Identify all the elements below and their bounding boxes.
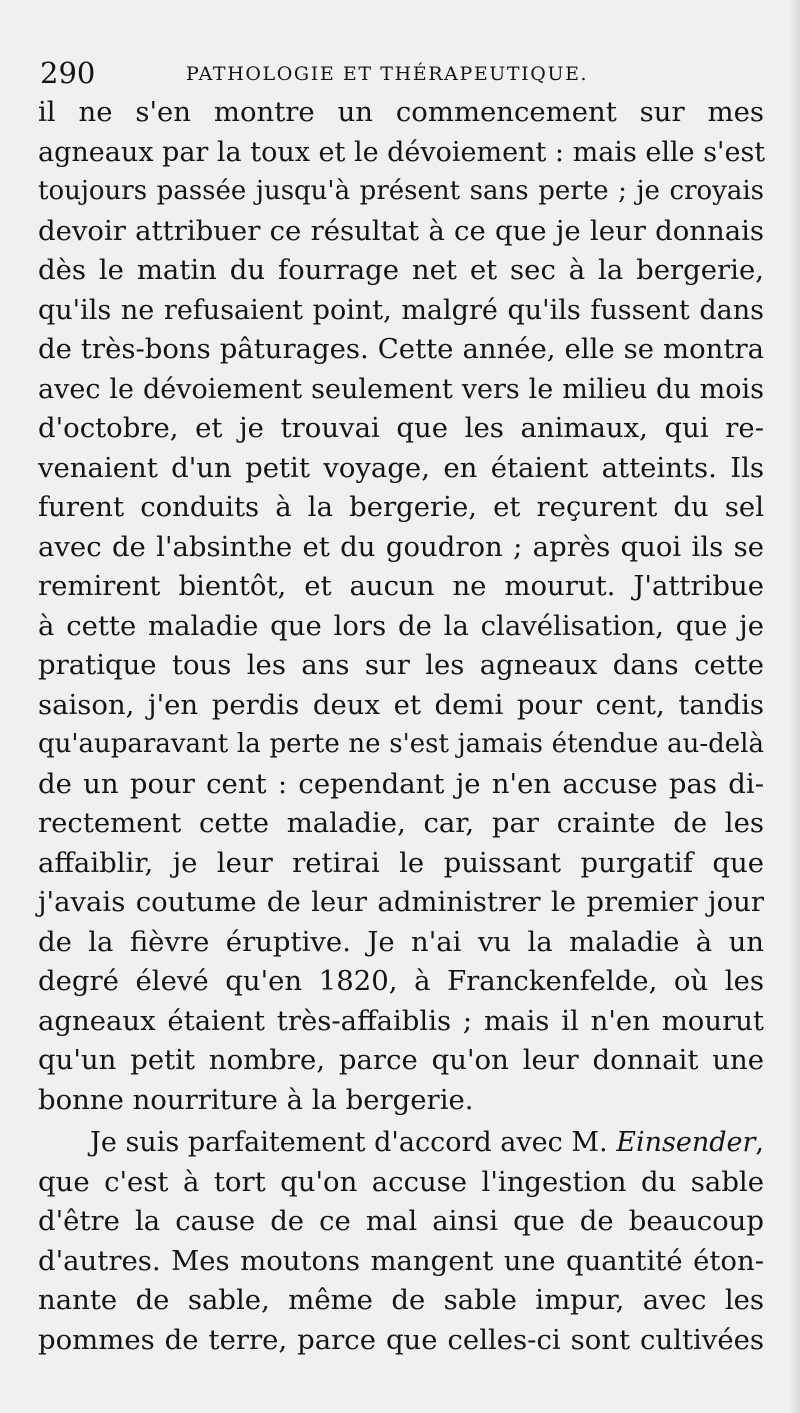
text-line: à cette maladie que lors de la clavélisation, que je	[38, 609, 764, 642]
text-line: j'avais coutume de leur administrer le premier jour	[38, 886, 764, 918]
text-line: qu'auparavant la perte ne s'est jamais étendue au-delà	[38, 729, 764, 759]
text-line: d'autres. Mes moutons mangent une quantité éton-	[38, 1244, 764, 1277]
paragraph-2	[38, 1123, 764, 1360]
text-line: venaient d'un petit voyage, en étaient atteints. Ils	[38, 451, 764, 484]
text-line: affaiblir, je leur retirai le puissant purgatif que	[38, 846, 764, 879]
text-line: agneaux étaient très-affaiblis ; mais il n'en mourut	[38, 1004, 764, 1037]
text-line: degré élevé qu'en 1820, à Franckenfelde, où les	[38, 965, 764, 997]
text-run: ,	[755, 1127, 764, 1158]
text-line: d'octobre, et je trouvai que les animaux, qui re-	[38, 412, 764, 444]
running-head: PATHOLOGIE ET THÉRAPEUTIQUE.	[186, 63, 589, 85]
text-line: avec de l'absinthe et du goudron ; après quoi ils se	[38, 530, 764, 563]
text-line: pommes de terre, parce que celles-ci sont cultivées	[38, 1323, 764, 1356]
text-line: remirent bientôt, et aucun ne mourut. J'attribue	[38, 570, 764, 602]
text-line: avec le dévoiement seulement vers le milieu du mois	[38, 373, 764, 405]
text-line: devoir attribuer ce résultat à ce que je leur donnais	[38, 214, 764, 247]
text-line: rectement cette maladie, car, par crainte de les	[38, 807, 764, 839]
text-line: dès le matin du fourrage net et sec à la bergerie,	[38, 254, 764, 286]
text-run: Je suis parfaitement d'accord avec M.	[90, 1127, 617, 1158]
text-line: il ne s'en montre un commencement sur mes	[38, 96, 764, 128]
text-line: furent conduits à la bergerie, et reçurent du sel	[38, 491, 764, 523]
text-line: d'être la cause de ce mal ainsi que de beaucoup	[38, 1205, 764, 1237]
text-line: saison, j'en perdis deux et demi pour cent, tandis	[38, 688, 764, 721]
page-edge-shadow	[788, 0, 800, 1413]
text-line-first	[38, 1123, 764, 1163]
text-line: de très-bons pâturages. Cette année, elle se montra	[38, 333, 764, 365]
text-line: nante de sable, même de sable impur, avec les	[38, 1284, 764, 1316]
paragraph-1	[38, 93, 764, 1120]
body-text	[38, 93, 764, 1360]
text-line: agneaux par la toux et le dévoiement : mais elle s'est	[38, 136, 766, 168]
page-header	[40, 56, 780, 90]
text-line: de un pour cent : cependant je n'en accuse pas di-	[38, 767, 764, 800]
text-line: de la fièvre éruptive. Je n'ai vu la maladie à un	[38, 925, 764, 958]
text-line: qu'un petit nombre, parce qu'on leur donnait une	[38, 1044, 764, 1076]
text-line: qu'ils ne refusaient point, malgré qu'ils fussent dans	[38, 294, 764, 326]
text-line: pratique tous les ans sur les agneaux dans cette	[38, 649, 764, 681]
text-line: que c'est à tort qu'on accuse l'ingestion du sable	[38, 1165, 764, 1198]
author-name: Einsender	[616, 1127, 756, 1158]
text-line: toujours passée jusqu'à présent sans perte ; je croyais	[38, 176, 764, 206]
page-number: 290	[40, 56, 96, 90]
text-line: bonne nourriture à la bergerie.	[38, 1083, 474, 1116]
